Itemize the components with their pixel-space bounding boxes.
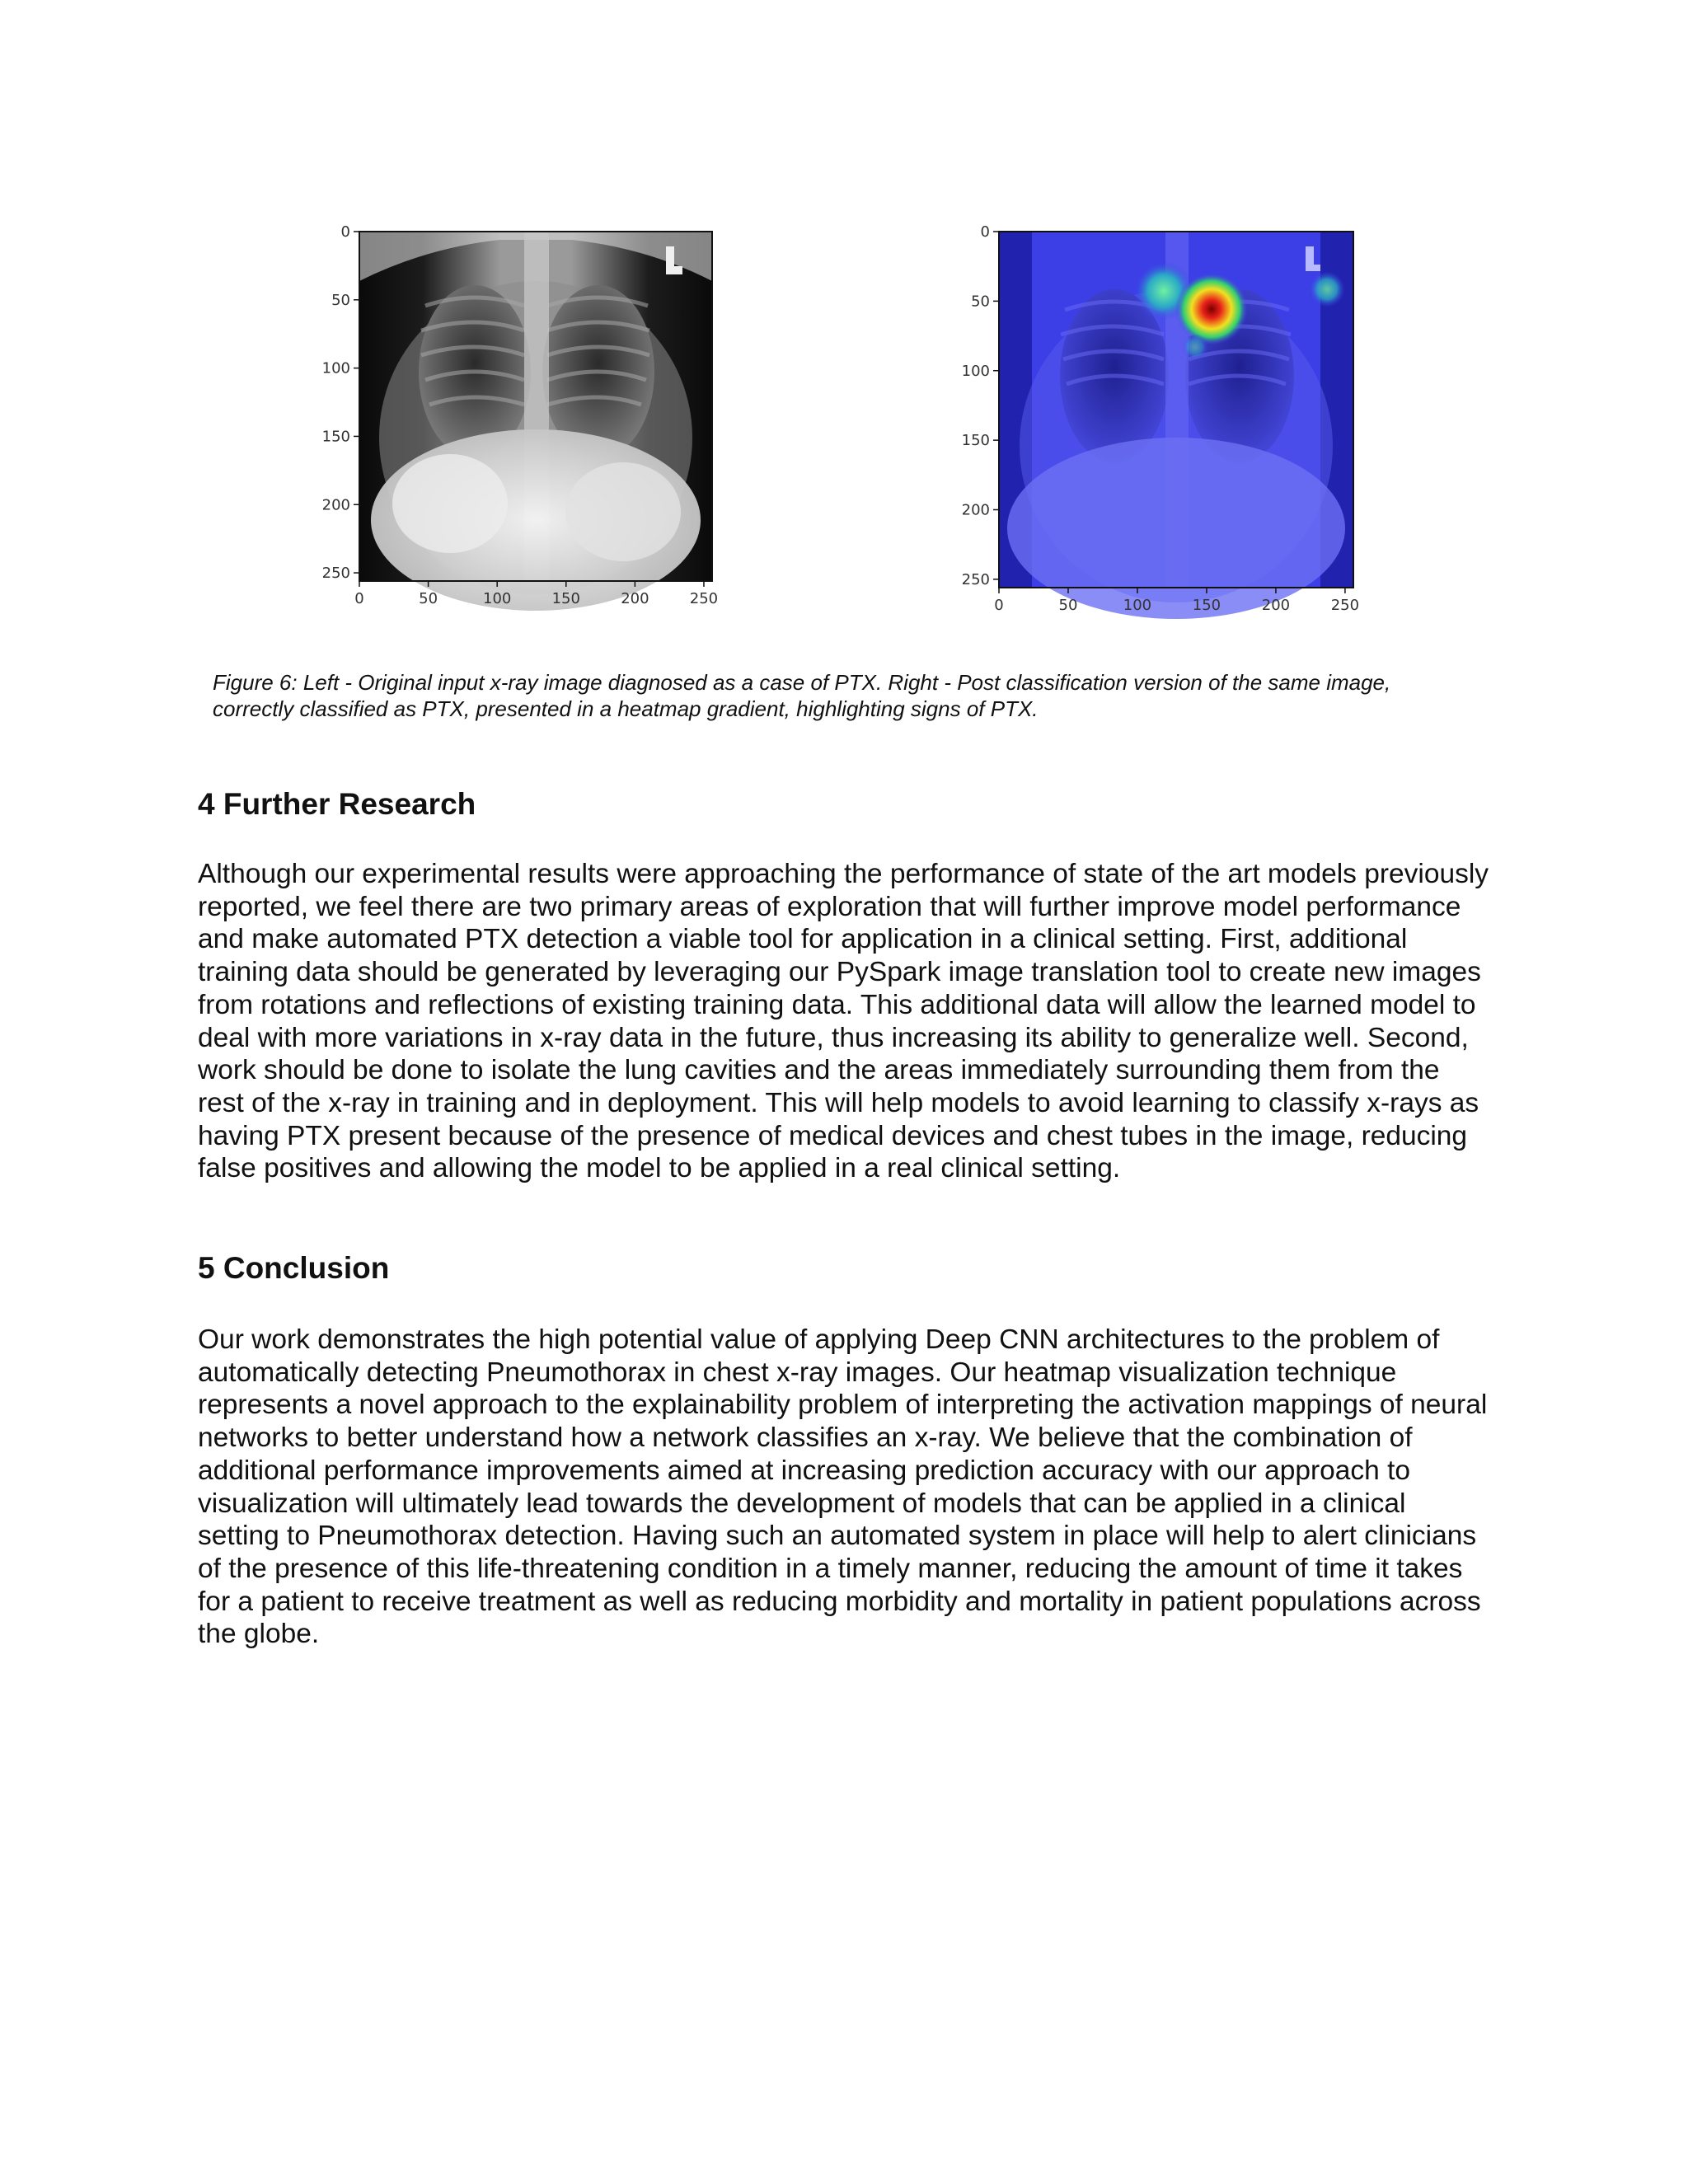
y-tick-label: 50 bbox=[331, 291, 350, 309]
text-line: for a patient to receive treatment as well as reducing morbidity and mortality in patient populations across bbox=[198, 1586, 1481, 1617]
figure-left-xray bbox=[305, 218, 734, 622]
y-tick-label: 0 bbox=[980, 223, 990, 241]
caption-line: Figure 6: Left - Original input x-ray image diagnosed as a case of PTX. Right - Post classification version of the same image, bbox=[213, 670, 1391, 695]
y-tick-label: 50 bbox=[971, 293, 990, 311]
text-line: training data should be generated by leveraging our PySpark image translation tool to create new images bbox=[198, 957, 1481, 988]
text-line: additional performance improvements aimed at increasing prediction accuracy with our approach to bbox=[198, 1455, 1411, 1486]
y-tick-label: 200 bbox=[321, 496, 350, 514]
x-tick-label: 250 bbox=[689, 590, 719, 607]
text-line: setting to Pneumothorax detection. Having such an automated system in place will help to alert clinicians bbox=[198, 1521, 1477, 1552]
paragraph-conclusion bbox=[198, 1324, 1487, 1651]
paragraph-further-research bbox=[198, 858, 1489, 1185]
text-line: networks to better understand how a network classifies an x-ray. We believe that the combination of bbox=[198, 1422, 1413, 1454]
y-tick-label: 250 bbox=[321, 565, 350, 583]
text-line: of the presence of this life-threatening condition in a timely manner, reducing the amount of time it takes bbox=[198, 1553, 1463, 1584]
text-line: Although our experimental results were approaching the performance of state of the art models previously bbox=[198, 859, 1489, 889]
text-line: rest of the x-ray in training and in deployment. This will help models to avoid learning to classify x-rays as bbox=[198, 1087, 1479, 1118]
y-tick-label: 150 bbox=[961, 432, 990, 450]
text-line: Our work demonstrates the high potential value of applying Deep CNN architectures to the problem of bbox=[198, 1324, 1440, 1355]
xray-plot-left bbox=[305, 218, 734, 622]
y-tick-label: 0 bbox=[340, 223, 350, 241]
x-tick-label: 0 bbox=[354, 590, 364, 607]
x-tick-label: 150 bbox=[551, 590, 580, 607]
y-tick-label: 250 bbox=[961, 570, 990, 588]
x-tick-label: 100 bbox=[1123, 597, 1152, 614]
text-line: false positives and allowing the model to be applied in a real clinical setting. bbox=[198, 1153, 1121, 1184]
heatmap-plot-right bbox=[945, 218, 1373, 630]
text-line: having PTX present because of the presence of medical devices and chest tubes in the image, reducing bbox=[198, 1120, 1468, 1151]
text-line: reported, we feel there are two primary areas of exploration that will further improve model performance bbox=[198, 891, 1461, 922]
x-tick-label: 200 bbox=[621, 590, 649, 607]
x-tick-label: 200 bbox=[1261, 597, 1291, 614]
section-heading-further-research: 4 Further Research bbox=[198, 787, 476, 821]
x-tick-label: 100 bbox=[483, 590, 512, 607]
text-line: visualization will ultimately lead towards the development of models that can be applied in a clinical bbox=[198, 1488, 1406, 1519]
text-line: work should be done to isolate the lung cavities and the areas immediately surrounding them from the bbox=[198, 1055, 1440, 1086]
section-heading-conclusion: 5 Conclusion bbox=[198, 1251, 390, 1285]
y-tick-label: 150 bbox=[321, 428, 350, 446]
text-line: and make automated PTX detection a viable tool for application in a clinical setting. First, additional bbox=[198, 924, 1408, 955]
x-tick-label: 50 bbox=[419, 590, 438, 607]
y-tick-label: 200 bbox=[961, 501, 990, 519]
y-tick-label: 100 bbox=[961, 362, 990, 380]
text-line: automatically detecting Pneumothorax in chest x-ray images. Our heatmap visualization technique bbox=[198, 1357, 1397, 1388]
figure-caption bbox=[213, 669, 1498, 722]
text-line: from rotations and reflections of existing training data. This additional data will allow the learned model to bbox=[198, 989, 1476, 1020]
x-tick-label: 0 bbox=[994, 597, 1004, 614]
text-line: the globe. bbox=[198, 1619, 320, 1650]
figure-right-heatmap bbox=[945, 218, 1373, 630]
x-tick-label: 250 bbox=[1330, 597, 1360, 614]
x-tick-label: 150 bbox=[1192, 597, 1221, 614]
text-line: deal with more variations in x-ray data in the future, thus increasing its ability to generalize well. Second, bbox=[198, 1022, 1469, 1053]
x-tick-label: 50 bbox=[1058, 597, 1078, 614]
caption-line: correctly classified as PTX, presented in a heatmap gradient, highlighting signs of PTX. bbox=[213, 696, 1039, 721]
text-line: represents a novel approach to the explainability problem of interpreting the activation mappings of neural bbox=[198, 1390, 1488, 1421]
y-tick-label: 100 bbox=[321, 359, 350, 377]
